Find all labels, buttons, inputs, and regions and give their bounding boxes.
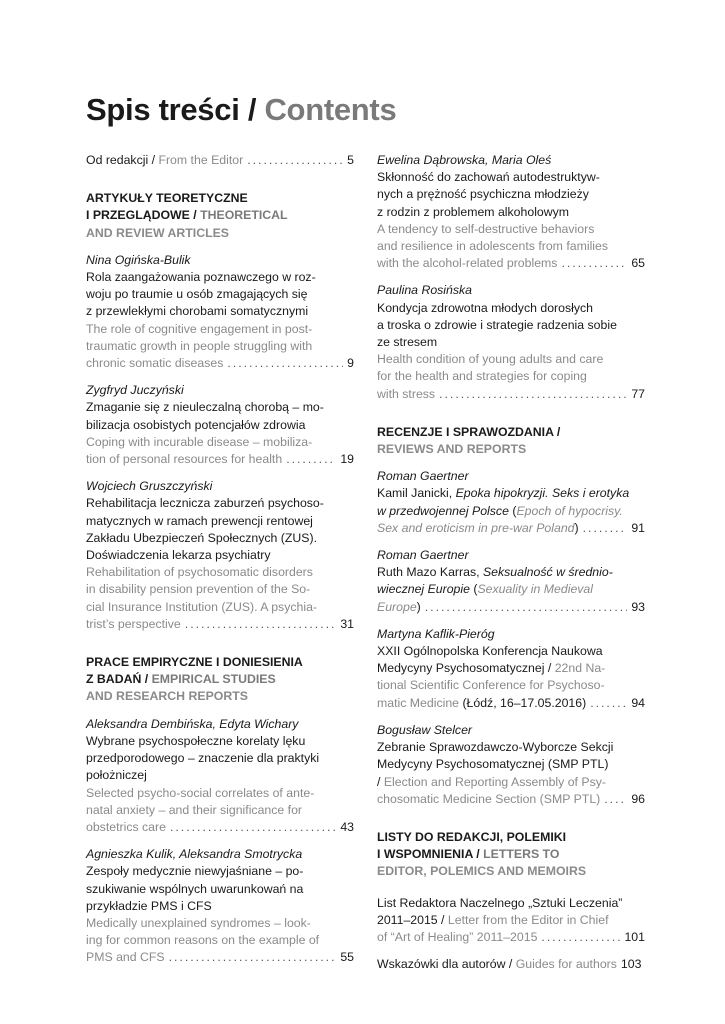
article-title-pl: przedporodowego – znaczenie dla praktyki [86, 751, 320, 766]
article-title-en: Coping with incurable disease – mobiliza- [86, 434, 313, 449]
article-title-en: A tendency to self-destructive behaviors [377, 221, 595, 236]
paren-close: ) [416, 599, 421, 614]
article-title-pl: z rodzin z problemem alkoholowym [377, 204, 570, 219]
page-number: 31 [340, 616, 354, 631]
page-number: 19 [340, 452, 354, 467]
page-number: 94 [631, 695, 645, 710]
page-number: 43 [340, 819, 354, 834]
article-title-en: Selected psycho-social correlates of ante- [86, 785, 315, 800]
page-title [86, 92, 396, 128]
toc-entry[interactable] [377, 895, 645, 947]
article-title-pl: szukiwanie wspólnych uwarunkowań na [86, 881, 304, 896]
article-title-pl: przykładzie PMS i CFS [86, 898, 212, 913]
article-title-pl: List Redaktora Naczelnego „Sztuki Leczenia” [377, 895, 623, 910]
event-date: (Łódź, 16–17.05.2016) [462, 695, 587, 710]
book-title: w przedwojennej Polsce [377, 503, 509, 518]
article-title-pl: Kondycja zdrowotna młodych dorosłych [377, 300, 593, 315]
article-title-pl: a troska o zdrowie i strategie radzenia sobie [377, 317, 617, 332]
leader-dots [561, 255, 627, 272]
section-title-line: ARTYKUŁY TEORETYCZNE [86, 191, 248, 206]
book-title: wiecznej Europie [377, 582, 470, 597]
article-title-en: cial Insurance Institution (ZUS). A psychia- [86, 599, 318, 614]
article-title-pl: Zebranie Sprawozdawczo-Wyborcze Sekcji [377, 740, 614, 755]
article-title-en: traumatic growth in people struggling with [86, 338, 313, 353]
article-title-en: tion of personal resources for health [86, 452, 283, 467]
article-title-pl: położniczej [86, 768, 147, 783]
toc-left-column [86, 152, 354, 967]
article-title-en: Letter from the Editor in Chief [447, 912, 609, 927]
article-title-en: of “Art of Healing” 2011–2015 [377, 929, 538, 944]
section-title-en: AND REVIEW ARTICLES [86, 225, 230, 240]
leader-dots [227, 355, 343, 372]
article-title-pl: woju po traumie u osób zmagających się [86, 287, 308, 302]
toc-entry[interactable] [377, 626, 645, 712]
article-title-pl: Rola zaangażowania poznawczego w roz- [86, 270, 316, 285]
section-title-en: LETTERS TO [483, 847, 560, 862]
book-author: Ruth Mazo Karras, [377, 565, 483, 580]
page-number: 55 [340, 950, 354, 965]
article-title-en: obstetrics care [86, 819, 166, 834]
book-title-en: Sexuality in Medieval [477, 582, 593, 597]
section-title-line: LISTY DO REDAKCJI, POLEMIKI [377, 829, 567, 844]
article-title-en: trist’s perspective [86, 616, 181, 631]
paren-open: ( [508, 503, 517, 518]
article-title-en: with the alcohol-related problems [377, 256, 558, 271]
editorial-title-pl: Od redakcji / [86, 153, 159, 167]
guides-title-pl: Wskazówki dla autorów / [377, 957, 516, 972]
toc-entry[interactable] [377, 282, 645, 402]
article-title-pl: z przewlekłymi chorobami somatycznymi [86, 304, 309, 319]
article-author: Zygfryd Juczyński [86, 383, 184, 398]
page-number: 9 [347, 356, 354, 371]
section-title-line: PRACE EMPIRYCZNE I DONIESIENIA [86, 655, 303, 670]
article-title-pl: Doświadczenia lekarza psychiatry [86, 548, 271, 563]
section-title-pl: I PRZEGLĄDOWE / [86, 208, 201, 223]
leader-dots [185, 616, 337, 633]
page-number: 96 [631, 791, 645, 806]
article-title-en: Medically unexplained syndromes – look- [86, 915, 311, 930]
article-title-pl: matycznych w ramach prewencji rentowej [86, 513, 313, 528]
article-title-en: PMS and CFS [86, 950, 165, 965]
editorial-title-en: From the Editor [158, 153, 244, 167]
article-title-pl: XXII Ogólnopolska Konferencja Naukowa [377, 644, 603, 659]
page-title-separator: / [239, 92, 265, 127]
book-title: Epoka hipokryzji. Seks i erotyka [455, 486, 630, 501]
article-author: Agnieszka Kulik, Aleksandra Smotrycka [86, 847, 303, 862]
article-author: Martyna Kaflik-Pieróg [377, 626, 495, 641]
article-title-en: in disability pension prevention of the So- [86, 582, 311, 597]
section-title-en: THEORETICAL [200, 208, 288, 223]
toc-entry[interactable] [377, 722, 645, 808]
title-separator: / [377, 774, 384, 789]
section-title-en: EMPIRICAL STUDIES [151, 672, 276, 687]
toc-entry-guides[interactable] [377, 956, 645, 973]
article-title-en: Rehabilitation of psychosomatic disorders [86, 565, 313, 580]
article-title-en: and resilience in adolescents from families [377, 239, 609, 254]
page-number: 77 [631, 386, 645, 401]
article-title-pl: Medycyny Psychosomatycznej (SMP PTL) [377, 757, 609, 772]
article-title-pl: Wybrane psychospołeczne korelaty lęku [86, 733, 306, 748]
book-author: Kamil Janicki, [377, 486, 456, 501]
article-author: Roman Gaertner [377, 548, 469, 563]
book-title: Seksualność w średnio- [482, 565, 613, 580]
section-title-en: EDITOR, POLEMICS AND MEMOIRS [377, 864, 587, 879]
section-heading-reviews [377, 424, 645, 458]
page-number: 103 [620, 957, 642, 972]
article-title-en: matic Medicine [377, 695, 463, 710]
page-number: 101 [624, 929, 645, 944]
article-title-en: The role of cognitive engagement in post- [86, 321, 313, 336]
book-title-en: Epoch of hypocrisy. [516, 503, 623, 518]
article-author: Roman Gaertner [377, 469, 469, 484]
toc-entry[interactable] [86, 846, 354, 966]
article-title-en: chronic somatic diseases [86, 356, 224, 371]
leader-dots [439, 386, 627, 403]
toc-entry[interactable] [86, 252, 354, 372]
guides-title-en: Guides for authors [515, 957, 617, 972]
toc-entry[interactable] [86, 716, 354, 836]
page-number: 91 [631, 520, 645, 535]
section-heading-empirical [86, 654, 354, 706]
toc-right-column [377, 152, 645, 973]
article-title-pl: Medycyny Psychosomatycznej / [377, 661, 555, 676]
book-title-en: Europe [377, 599, 417, 614]
article-author: Wojciech Gruszczyński [86, 479, 213, 494]
section-heading-theoretical [86, 190, 354, 242]
article-author: Aleksandra Dembińska, Edyta Wichary [86, 716, 299, 731]
article-title-pl: Rehabilitacja lecznicza zaburzeń psychoso- [86, 496, 324, 511]
section-title-pl: I WSPOMNIENIA / [377, 847, 484, 862]
section-heading-letters [377, 829, 645, 881]
article-title-pl: nych a prężność psychiczna młodzieży [377, 187, 589, 202]
article-title-pl: Zmaganie się z nieuleczalną chorobą – mo- [86, 400, 324, 415]
article-title-pl: Skłonność do zachowań autodestruktyw- [377, 170, 600, 185]
section-title-pl: Z BADAŃ / [86, 672, 152, 687]
paren-open: ( [469, 582, 478, 597]
article-title-pl: Zespoły medycznie niewyjaśniane – po- [86, 864, 304, 879]
article-title-en: 22nd Na- [554, 661, 606, 676]
toc-entry[interactable] [86, 382, 354, 468]
article-title-en: with stress [377, 386, 436, 401]
section-title-en: REVIEWS AND REPORTS [377, 442, 527, 457]
article-title-pl: bilizacja osobistych potencjałów zdrowia [86, 417, 306, 432]
toc-entry[interactable] [377, 547, 645, 616]
article-author: Ewelina Dąbrowska, Maria Oleś [377, 153, 552, 167]
leader-dots [604, 791, 627, 808]
article-title-en: natal anxiety – and their significance for [86, 802, 303, 817]
article-title-en: Health condition of young adults and care [377, 352, 604, 367]
leader-dots [425, 599, 628, 616]
leader-dots [590, 695, 627, 712]
section-title-en: AND RESEARCH REPORTS [86, 689, 248, 704]
leader-dots [170, 819, 336, 836]
leader-dots [169, 949, 337, 966]
leader-dots [541, 929, 620, 946]
article-author: Nina Ogińska-Bulik [86, 252, 191, 267]
page-title-english: Contents [264, 92, 397, 127]
leader-dots [286, 451, 336, 468]
article-title-pl: ze stresem [377, 335, 438, 350]
article-author: Paulina Rosińska [377, 283, 473, 298]
paren-close: ) [574, 520, 579, 535]
article-title-pl: 2011–2015 / [377, 912, 448, 927]
page-number: 5 [347, 153, 354, 167]
book-title-en: Sex and eroticism in pre-war Poland [377, 520, 575, 535]
toc-entry[interactable] [377, 152, 645, 272]
article-title-en: for the health and strategies for coping [377, 369, 587, 384]
article-title-en: tional Scientific Conference for Psychoso- [377, 678, 605, 693]
toc-entry[interactable] [377, 468, 645, 537]
toc-entry[interactable] [86, 478, 354, 633]
article-title-pl: Zakładu Ubezpieczeń Społecznych (ZUS). [86, 530, 318, 545]
page-number: 65 [631, 256, 645, 271]
leader-dots [583, 520, 628, 537]
page-number: 93 [631, 599, 645, 614]
section-title-pl: RECENZJE I SPRAWOZDANIA / [377, 424, 561, 439]
page-title-polish: Spis treści [86, 92, 240, 127]
article-title-en: chosomatic Medicine Section (SMP PTL) [377, 791, 601, 806]
leader-dots [247, 152, 343, 169]
article-title-en: Election and Reporting Assembly of Psy- [383, 774, 606, 789]
article-author: Bogusław Stelcer [377, 722, 473, 737]
article-title-en: ing for common reasons on the example of [86, 933, 320, 948]
toc-entry-editorial[interactable] [86, 152, 354, 169]
